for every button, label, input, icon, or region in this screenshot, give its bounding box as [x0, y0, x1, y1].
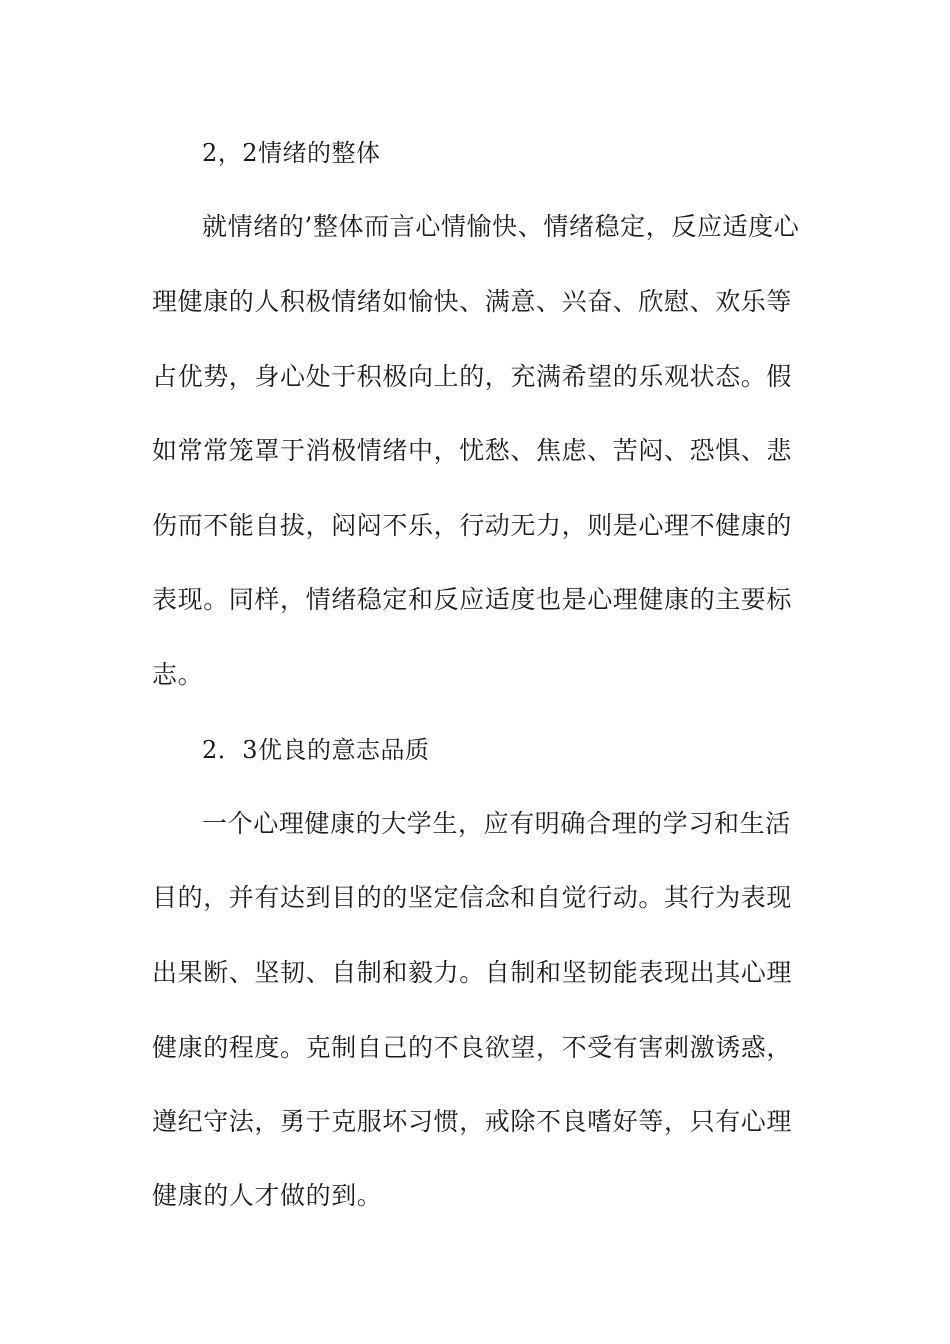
paragraph-line: 一个心理健康的大学生，应有明确合理的学习和生活	[202, 809, 791, 838]
paragraph-line: 健康的人才做的到。	[152, 1181, 383, 1210]
paragraph-line: 志。	[152, 660, 204, 689]
paragraph-line: 就情绪的’整体而言心情愉快、情绪稳定，反应适度心	[202, 212, 800, 241]
paragraph-line: 健康的程度。克制自己的不良欲望，不受有害刺激诱惑，	[152, 1033, 793, 1062]
paragraph-line: 目的，并有达到目的的坚定信念和自觉行动。其行为表现	[152, 883, 793, 912]
paragraph-line: 出果断、坚韧、自制和毅力。自制和坚韧能表现出其心理	[152, 958, 793, 987]
paragraph-line: 占优势，身心处于积极向上的，充满希望的乐观状态。假	[152, 362, 793, 391]
paragraph-line: 表现。同样，情绪稳定和反应适度也是心理健康的主要标	[152, 585, 793, 614]
paragraph-line: 伤而不能自拔，闷闷不乐，行动无力，则是心理不健康的	[152, 511, 793, 540]
section-heading-2-2: 2，2情绪的整体	[202, 139, 381, 167]
paragraph-line: 遵纪守法，勇于克服坏习惯，戒除不良嗜好等，只有心理	[152, 1107, 793, 1136]
paragraph-line: 理健康的人积极情绪如愉快、满意、兴奋、欣慰、欢乐等	[152, 287, 793, 316]
paragraph-line: 如常常笼罩于消极情绪中，忧愁、焦虑、苦闷、恐惧、悲	[152, 436, 793, 465]
section-heading-2-3: 2．3优良的意志品质	[202, 736, 430, 764]
